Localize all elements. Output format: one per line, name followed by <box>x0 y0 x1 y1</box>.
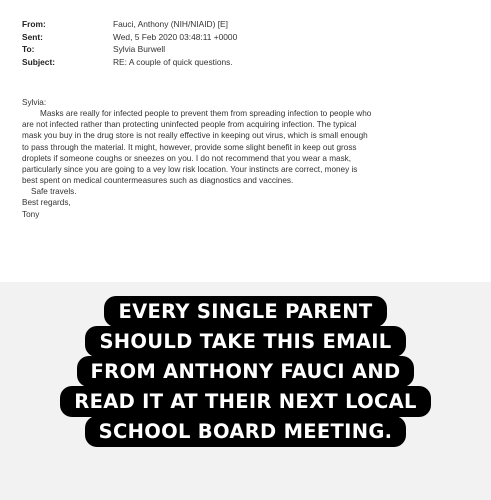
email-greeting: Sylvia: <box>22 98 47 107</box>
caption-area <box>0 282 491 500</box>
from-value: Fauci, Anthony (NIH/NIAID) [E] <box>113 19 228 29</box>
caption-line <box>0 356 491 387</box>
to-label: To: <box>22 44 35 54</box>
body-line: droplets if someone coughs or sneezes on you. I do not recommend that you wear a mask, <box>22 153 352 163</box>
body-line: mask you buy in the drug store is not really effective in keeping out virus, which is small enough <box>22 131 368 141</box>
caption-line <box>0 326 491 357</box>
email-header <box>22 18 472 68</box>
caption-line-text: READ IT AT THEIR NEXT LOCAL <box>60 386 430 417</box>
sent-value: Wed, 5 Feb 2020 03:48:11 +0000 <box>113 31 238 42</box>
body-line: to pass through the material. It might, however, provide some slight benefit in keep out gross <box>22 142 357 152</box>
body-line: are not infected rather than protecting uninfected people from acquiring infection. The typical <box>22 120 357 130</box>
body-line: best spent on medical countermeasures such as diagnostics and vaccines. <box>22 176 294 186</box>
caption-line <box>0 296 491 327</box>
header-row-sent <box>22 31 472 44</box>
email-body <box>22 97 480 220</box>
closing-best-regards: Best regards, <box>22 198 71 208</box>
caption-line-text: EVERY SINGLE PARENT <box>104 296 386 327</box>
body-line: particularly since you are going to a vey low risk location. Your instincts are correct, money is <box>22 164 358 174</box>
from-label: From: <box>22 19 46 29</box>
caption-line <box>0 386 491 417</box>
header-row-from <box>22 18 472 31</box>
caption-line-text: SHOULD TAKE THIS EMAIL <box>85 326 405 357</box>
signature: Tony <box>22 209 40 219</box>
sent-label: Sent: <box>22 31 43 42</box>
caption-line-text: SCHOOL BOARD MEETING. <box>85 416 407 447</box>
closing-safe-travels: Safe travels. <box>31 187 77 197</box>
caption-line-text: FROM ANTHONY FAUCI AND <box>77 356 415 387</box>
subject-label: Subject: <box>22 56 56 67</box>
header-row-to <box>22 43 472 56</box>
body-line: Masks are really for infected people to prevent them from spreading infection to people who <box>40 109 372 119</box>
subject-value: RE: A couple of quick questions. <box>113 56 233 67</box>
to-value: Sylvia Burwell <box>113 44 166 54</box>
header-row-subject <box>22 56 472 69</box>
caption-line <box>0 416 491 447</box>
